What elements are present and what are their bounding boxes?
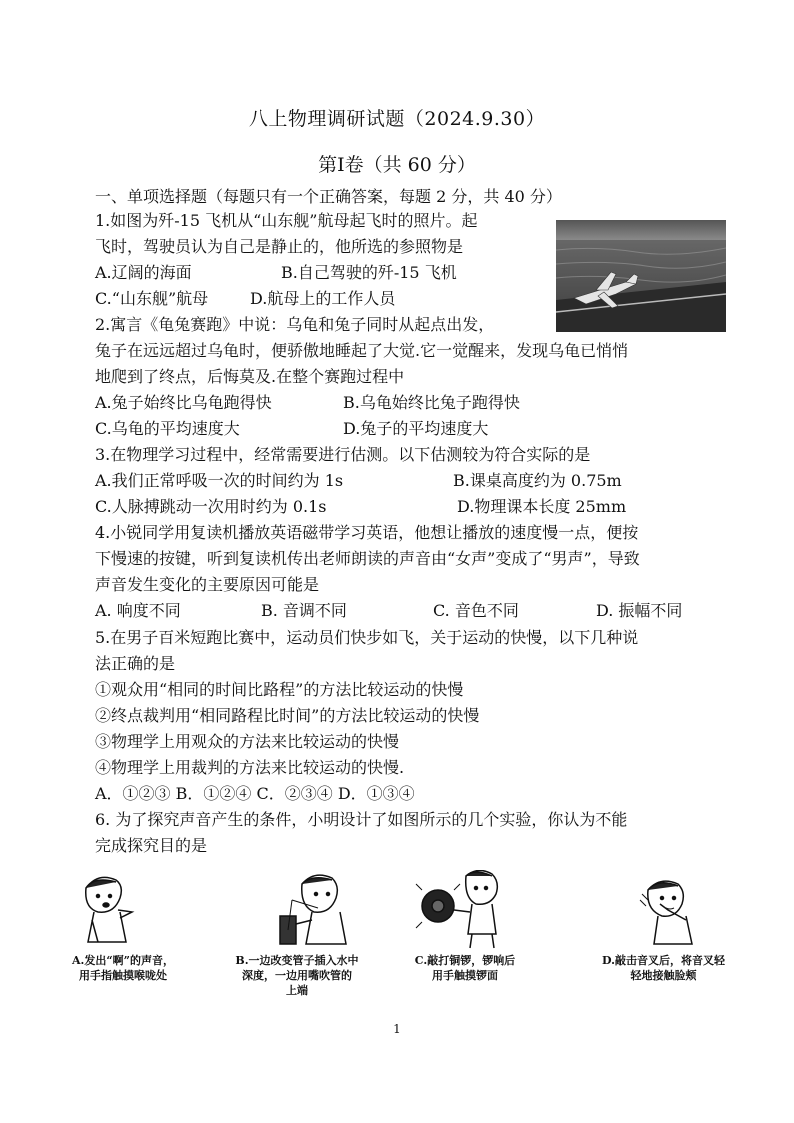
q1-stem-line2: 飞时，驾驶员认为自己是静止的，他所选的参照物是 bbox=[95, 237, 464, 256]
q3-option-c: C.人脉搏跳动一次用时约为 0.1s bbox=[95, 497, 327, 516]
q1-option-c: C.“山东舰”航母 bbox=[95, 289, 209, 308]
figure-b-caption-line1: B.一边改变管子插入水中 bbox=[235, 954, 359, 967]
q2-stem-line2: 兔子在远远超过乌龟时，便骄傲地睡起了大觉.它一觉醒来，发现乌龟已悄悄 bbox=[95, 341, 629, 360]
section-heading: 一、单项选择题（每题只有一个正确答案，每题 2 分，共 40 分） bbox=[95, 187, 562, 206]
q5-stem-line1: 5.在男子百米短跑比赛中，运动员们快步如飞，关于运动的快慢，以下几种说 bbox=[95, 628, 639, 647]
figure-b-caption bbox=[222, 953, 372, 998]
q3-stem-line1: 3.在物理学习过程中，经常需要进行估测。以下估测较为符合实际的是 bbox=[95, 445, 591, 464]
figure-a-throat bbox=[58, 870, 208, 950]
figure-b-straw-bottle bbox=[262, 870, 412, 950]
q4-option-a: A. 响度不同 bbox=[95, 601, 181, 620]
figure-c-caption bbox=[395, 953, 535, 983]
figure-c-caption-line2: 用手触摸锣面 bbox=[432, 969, 498, 982]
figure-a-caption-line2: 用手指触摸喉咙处 bbox=[79, 969, 167, 982]
q3-option-d: D.物理课本长度 25mm bbox=[457, 497, 627, 516]
q5-stem-line2: 法正确的是 bbox=[95, 654, 176, 673]
figure-d-tuning-fork bbox=[628, 870, 778, 950]
figure-b-caption-line3: 上端 bbox=[286, 984, 308, 997]
q6-stem-line2: 完成探究目的是 bbox=[95, 836, 208, 855]
q2-option-b: B.乌龟始终比兔子跑得快 bbox=[343, 393, 520, 412]
q1-option-a: A.辽阔的海面 bbox=[95, 263, 192, 282]
figure-b-caption-line2: 深度，一边用嘴吹管的 bbox=[242, 969, 352, 982]
figure-c-caption-line1: C.敲打铜锣，锣响后 bbox=[414, 954, 516, 967]
q4-stem-line1: 4.小锐同学用复读机播放英语磁带学习英语，他想让播放的速度慢一点，便按 bbox=[95, 523, 639, 542]
q5-statement-2: ②终点裁判用“相同路程比时间”的方法比较运动的快慢 bbox=[95, 706, 480, 725]
q1-option-d: D.航母上的工作人员 bbox=[250, 289, 396, 308]
q6-stem-line1: 6. 为了探究声音产生的条件，小明设计了如图所示的几个实验，你认为不能 bbox=[95, 810, 628, 829]
q3-option-b: B.课桌高度约为 0.75m bbox=[453, 471, 622, 490]
q4-option-c: C. 音色不同 bbox=[433, 601, 519, 620]
q5-statement-4: ④物理学上用裁判的方法来比较运动的快慢. bbox=[95, 758, 405, 777]
carrier-jet-photo bbox=[556, 220, 726, 332]
q3-option-a: A.我们正常呼吸一次的时间约为 1s bbox=[95, 471, 344, 490]
figure-a-caption-line1: A.发出“啊”的声音， bbox=[71, 954, 175, 967]
q1-stem-line1: 1.如图为歼-15 飞机从“山东舰”航母起飞时的照片。起 bbox=[95, 211, 478, 230]
volume-heading: 第Ⅰ卷（共 60 分） bbox=[318, 154, 476, 176]
q4-option-b: B. 音调不同 bbox=[261, 601, 347, 620]
q2-option-c: C.乌龟的平均速度大 bbox=[95, 419, 240, 438]
q5-options: A．①②③ B．①②④ C．②③④ D．①③④ bbox=[95, 784, 415, 803]
q5-statement-3: ③物理学上用观众的方法来比较运动的快慢 bbox=[95, 732, 400, 751]
q4-stem-line3: 声音发生变化的主要原因可能是 bbox=[95, 575, 320, 594]
exam-title: 八上物理调研试题（2024.9.30） bbox=[248, 108, 546, 130]
figure-d-caption bbox=[576, 953, 751, 983]
q4-stem-line2: 下慢速的按键，听到复读机传出老师朗读的声音由“女声”变成了“男声”，导致 bbox=[95, 549, 640, 568]
figure-c-gong bbox=[414, 870, 564, 950]
q1-option-b: B.自己驾驶的歼-15 飞机 bbox=[281, 263, 457, 282]
q4-option-d: D. 振幅不同 bbox=[596, 601, 683, 620]
q2-option-d: D.兔子的平均速度大 bbox=[343, 419, 489, 438]
q2-stem-line1: 2.寓言《龟兔赛跑》中说：乌龟和兔子同时从起点出发， bbox=[95, 315, 495, 334]
figure-d-caption-line2: 轻地接触脸颊 bbox=[630, 969, 697, 982]
q2-option-a: A.兔子始终比乌龟跑得快 bbox=[95, 393, 272, 412]
page-number: 1 bbox=[393, 1022, 401, 1036]
q5-statement-1: ①观众用“相同的时间比路程”的方法比较运动的快慢 bbox=[95, 680, 464, 699]
figure-a-caption bbox=[48, 953, 198, 983]
q2-stem-line3: 地爬到了终点，后悔莫及.在整个赛跑过程中 bbox=[95, 367, 405, 386]
figure-d-caption-line1: D.敲击音叉后，将音叉轻 bbox=[602, 954, 725, 967]
